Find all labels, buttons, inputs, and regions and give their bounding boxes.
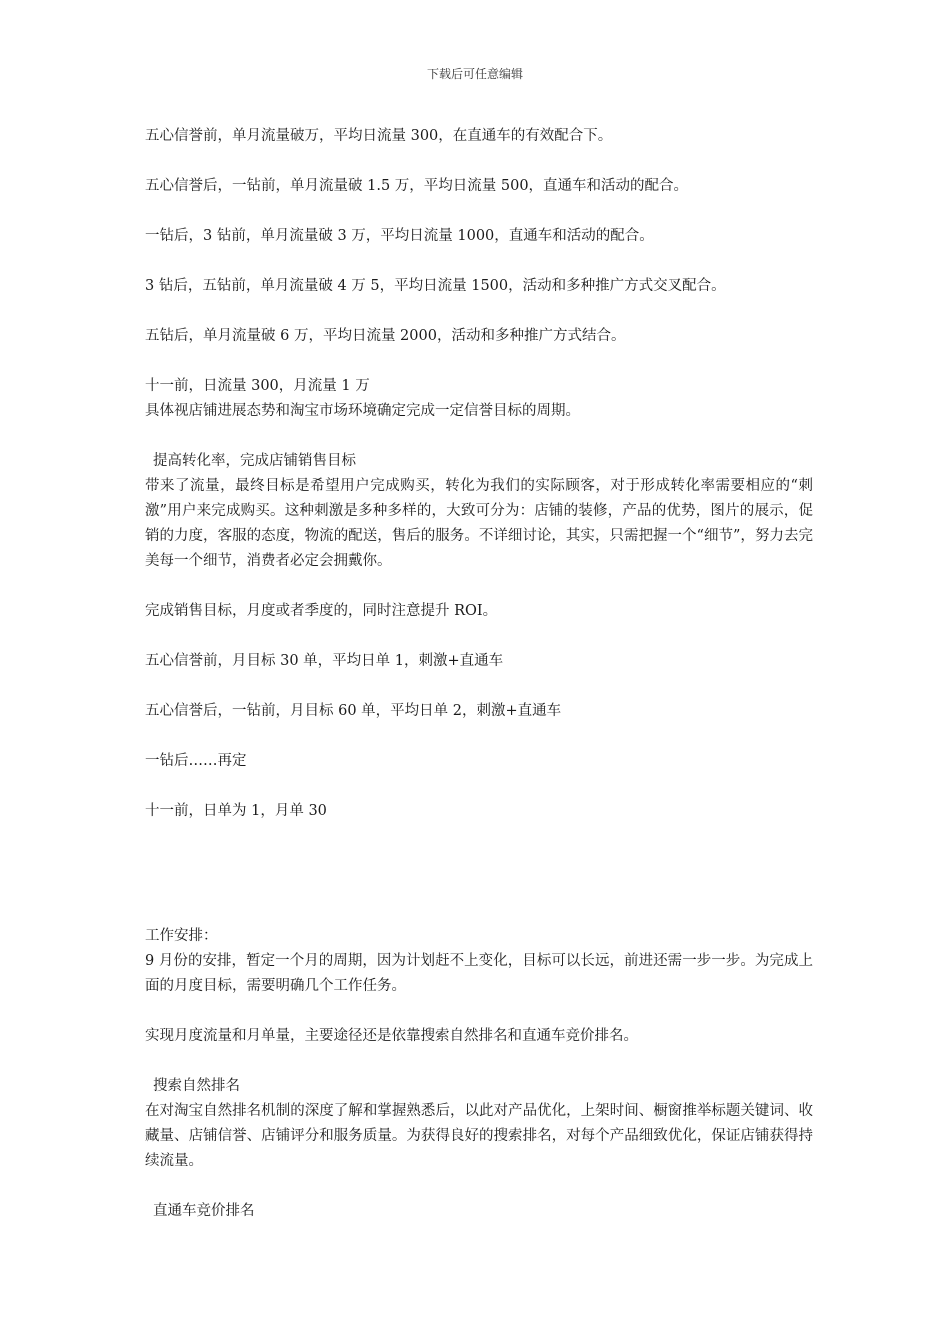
sales-goal-3: 一钻后……再定 [145,753,247,769]
sales-goal-intro: 完成销售目标，月度或者季度的，同时注意提升 ROI。 [145,603,498,619]
traffic-goal-1: 五心信誉前，单月流量破万，平均日流量 300，在直通车的有效配合下。 [145,128,613,144]
work-route: 实现月度流量和月单量，主要途径还是依靠搜索自然排名和直通车竞价排名。 [145,1028,638,1044]
traffic-goal-2: 五心信誉后，一钻前，单月流量破 1.5 万，平均日流量 500，直通车和活动的配合。 [145,178,689,194]
sales-goal-4: 十一前，日单为 1，月单 30 [145,803,327,819]
search-heading: 搜索自然排名 [153,1078,240,1094]
page-header: 下载后可任意编辑 [426,67,523,81]
traffic-goal-6: 十一前，日流量 300，月流量 1 万 [145,378,370,394]
sales-goal-2: 五心信誉后，一钻前，月目标 60 单，平均日单 2，刺激+直通车 [145,703,562,719]
ztc-heading: 直通车竞价排名 [153,1203,255,1219]
work-heading: 工作安排： [145,928,218,944]
traffic-goal-3: 一钻后，3 钻前，单月流量破 3 万，平均日流量 1000，直通车和活动的配合。 [145,228,654,244]
traffic-goal-4: 3 钻后，五钻前，单月流量破 4 万 5，平均日流量 1500，活动和多种推广方式交叉配合。 [145,278,726,294]
conversion-body: 带来了流量，最终目标是希望用户完成购买，转化为我们的实际顾客，对于形成转化率需要相应的“刺激”用户来完成购买。这种刺激是多种多样的，大致可分为：店铺的装修，产品的优势，图片的展示，促销的力度，客服的态度，物流的配送，售后的服务。不详细讨论，其实，只需把握一个“细节”，努力去完美每一个细节，消费者必定会拥戴你。 [145,478,813,569]
search-body: 在对淘宝自然排名机制的深度了解和掌握熟悉后，以此对产品优化，上架时间、橱窗推举标题关键词、收藏量、店铺信誉、店铺评分和服务质量。为获得良好的搜索排名，对每个产品细致优化，保证店铺获得持续流量。 [145,1103,813,1169]
traffic-goal-5: 五钻后，单月流量破 6 万，平均日流量 2000，活动和多种推广方式结合。 [145,328,626,344]
document-body [145,124,813,1224]
conversion-heading: 提高转化率，完成店铺销售目标 [153,453,356,469]
work-body: 9 月份的安排，暂定一个月的周期，因为计划赶不上变化，目标可以长远，前进还需一步一步。为完成上面的月度目标，需要明确几个工作任务。 [145,953,813,994]
traffic-note: 具体视店铺进展态势和淘宝市场环境确定完成一定信誉目标的周期。 [145,403,580,419]
sales-goal-1: 五心信誉前，月目标 30 单，平均日单 1，刺激+直通车 [145,653,504,669]
